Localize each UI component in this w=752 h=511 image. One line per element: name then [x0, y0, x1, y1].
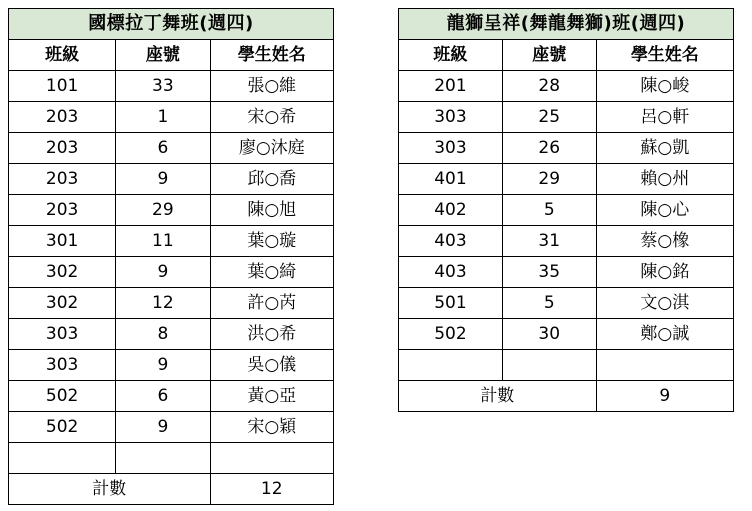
table-row — [399, 195, 734, 226]
roster-table-dragon-lion-dance — [398, 8, 734, 412]
table-row — [399, 133, 734, 164]
cell-student-name: 陳○心 — [596, 195, 733, 226]
column-header: 班級 — [9, 40, 116, 71]
cell-seat-number: 9 — [116, 412, 210, 443]
count-value: 12 — [210, 474, 334, 505]
roster-table — [8, 8, 334, 505]
blank-cell — [116, 443, 210, 474]
blank-cell — [399, 350, 503, 381]
table-row — [399, 71, 734, 102]
cell-seat-number: 1 — [116, 102, 210, 133]
cell-seat-number: 29 — [502, 164, 596, 195]
column-header: 班級 — [399, 40, 503, 71]
cell-class: 303 — [399, 133, 503, 164]
cell-seat-number: 6 — [116, 381, 210, 412]
table-row — [9, 133, 334, 164]
count-label: 計數 — [9, 474, 211, 505]
cell-seat-number: 26 — [502, 133, 596, 164]
blank-cell — [502, 350, 596, 381]
roster-table — [398, 8, 734, 412]
cell-class: 201 — [399, 71, 503, 102]
cell-seat-number: 5 — [502, 288, 596, 319]
column-header: 學生姓名 — [596, 40, 733, 71]
column-header: 學生姓名 — [210, 40, 334, 71]
cell-class: 403 — [399, 226, 503, 257]
cell-student-name: 鄭○誠 — [596, 319, 733, 350]
table-row — [9, 381, 334, 412]
table-row — [9, 288, 334, 319]
column-header: 座號 — [116, 40, 210, 71]
cell-student-name: 廖○沐庭 — [210, 133, 334, 164]
count-row — [9, 474, 334, 505]
cell-student-name: 陳○銘 — [596, 257, 733, 288]
cell-student-name: 張○維 — [210, 71, 334, 102]
blank-cell — [210, 443, 334, 474]
cell-student-name: 陳○峻 — [596, 71, 733, 102]
cell-student-name: 吳○儀 — [210, 350, 334, 381]
cell-student-name: 呂○軒 — [596, 102, 733, 133]
table-row — [9, 195, 334, 226]
cell-class: 303 — [9, 319, 116, 350]
cell-class: 303 — [399, 102, 503, 133]
cell-class: 502 — [399, 319, 503, 350]
cell-seat-number: 6 — [116, 133, 210, 164]
cell-seat-number: 30 — [502, 319, 596, 350]
cell-student-name: 葉○璇 — [210, 226, 334, 257]
cell-class: 203 — [9, 133, 116, 164]
cell-student-name: 蘇○凱 — [596, 133, 733, 164]
cell-class: 302 — [9, 288, 116, 319]
cell-student-name: 文○淇 — [596, 288, 733, 319]
blank-cell — [596, 350, 733, 381]
cell-class: 501 — [399, 288, 503, 319]
cell-class: 203 — [9, 164, 116, 195]
header-row — [9, 40, 334, 71]
cell-class: 403 — [399, 257, 503, 288]
table-row — [9, 350, 334, 381]
cell-student-name: 賴○州 — [596, 164, 733, 195]
table-row — [9, 226, 334, 257]
cell-student-name: 洪○希 — [210, 319, 334, 350]
cell-seat-number: 9 — [116, 257, 210, 288]
table-row — [9, 412, 334, 443]
cell-seat-number: 28 — [502, 71, 596, 102]
title-row — [399, 9, 734, 40]
count-label: 計數 — [399, 381, 597, 412]
cell-seat-number: 11 — [116, 226, 210, 257]
cell-seat-number: 9 — [116, 164, 210, 195]
table-row — [9, 319, 334, 350]
blank-row — [9, 443, 334, 474]
cell-class: 101 — [9, 71, 116, 102]
count-value: 9 — [596, 381, 733, 412]
table-title: 龍獅呈祥(舞龍舞獅)班(週四) — [399, 9, 734, 40]
cell-student-name: 葉○綺 — [210, 257, 334, 288]
cell-class: 301 — [9, 226, 116, 257]
cell-seat-number: 25 — [502, 102, 596, 133]
cell-class: 203 — [9, 195, 116, 226]
column-header: 座號 — [502, 40, 596, 71]
cell-class: 401 — [399, 164, 503, 195]
cell-class: 402 — [399, 195, 503, 226]
cell-seat-number: 33 — [116, 71, 210, 102]
cell-class: 303 — [9, 350, 116, 381]
cell-seat-number: 12 — [116, 288, 210, 319]
cell-seat-number: 9 — [116, 350, 210, 381]
table-body-1 — [399, 9, 734, 412]
table-row — [9, 71, 334, 102]
count-row — [399, 381, 734, 412]
table-title: 國標拉丁舞班(週四) — [9, 9, 334, 40]
table-row — [399, 288, 734, 319]
table-row — [399, 257, 734, 288]
blank-cell — [9, 443, 116, 474]
cell-student-name: 許○芮 — [210, 288, 334, 319]
cell-student-name: 宋○穎 — [210, 412, 334, 443]
blank-row — [399, 350, 734, 381]
header-row — [399, 40, 734, 71]
cell-seat-number: 29 — [116, 195, 210, 226]
roster-table-latin-dance — [8, 8, 334, 505]
cell-seat-number: 8 — [116, 319, 210, 350]
table-body-0 — [9, 9, 334, 505]
cell-class: 203 — [9, 102, 116, 133]
cell-seat-number: 31 — [502, 226, 596, 257]
cell-student-name: 黃○亞 — [210, 381, 334, 412]
cell-student-name: 陳○旭 — [210, 195, 334, 226]
table-row — [9, 102, 334, 133]
table-row — [399, 226, 734, 257]
cell-seat-number: 35 — [502, 257, 596, 288]
table-row — [9, 164, 334, 195]
cell-class: 502 — [9, 381, 116, 412]
cell-class: 302 — [9, 257, 116, 288]
cell-student-name: 邱○喬 — [210, 164, 334, 195]
table-row — [399, 164, 734, 195]
cell-student-name: 蔡○橡 — [596, 226, 733, 257]
title-row — [9, 9, 334, 40]
cell-seat-number: 5 — [502, 195, 596, 226]
cell-class: 502 — [9, 412, 116, 443]
table-row — [9, 257, 334, 288]
table-row — [399, 102, 734, 133]
table-row — [399, 319, 734, 350]
cell-student-name: 宋○希 — [210, 102, 334, 133]
